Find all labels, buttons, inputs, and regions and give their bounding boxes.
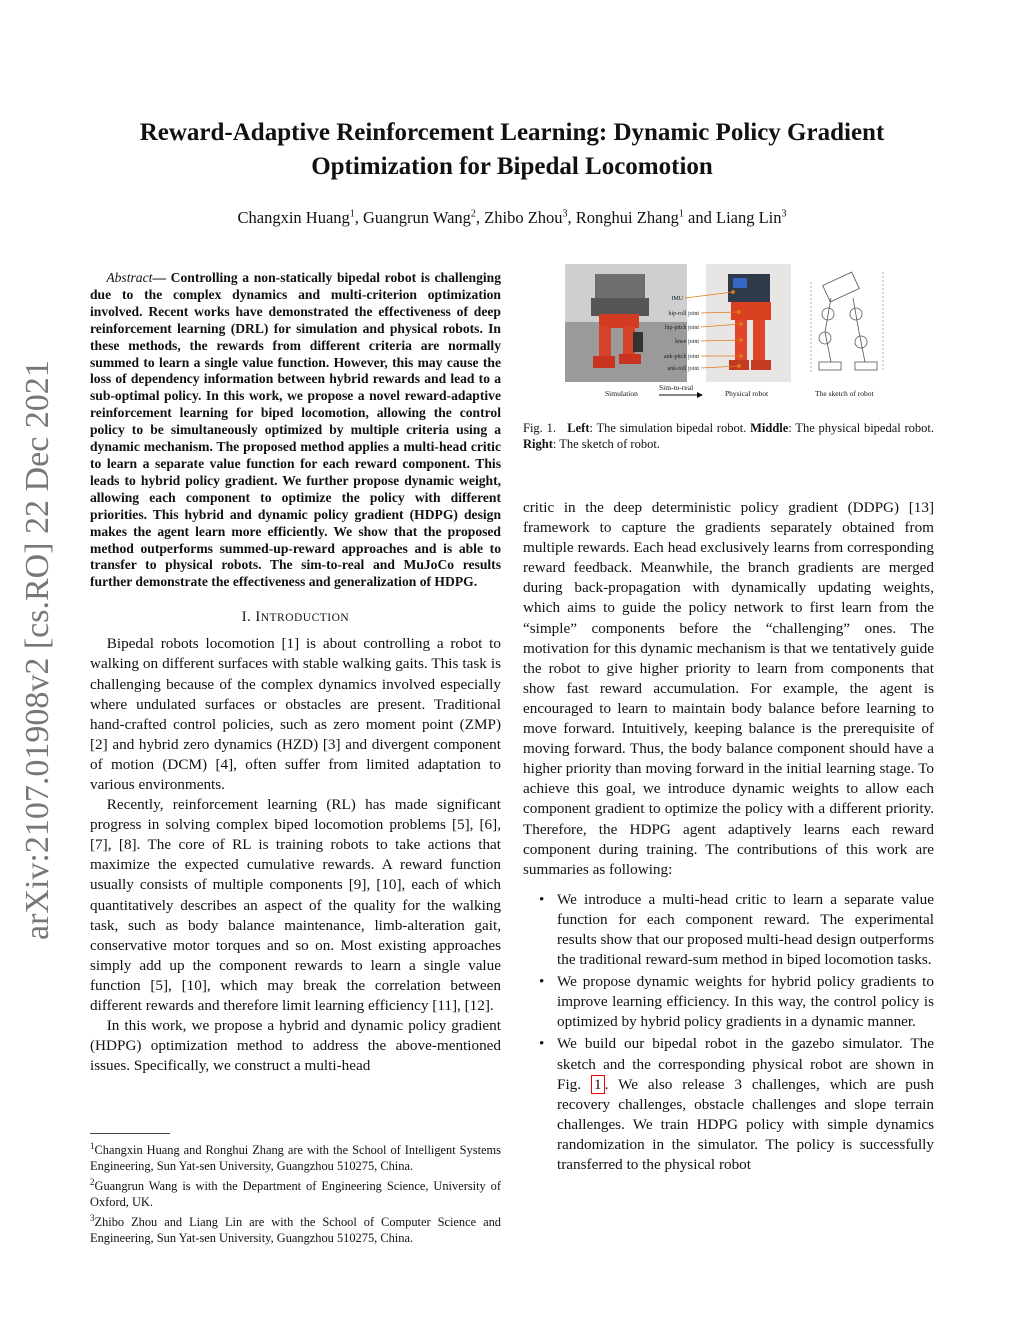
author: Guangrun Wang$^2$, — [363, 208, 485, 227]
author: Liang Lin$^3$ — [715, 208, 787, 227]
sim-to-real-arrow — [659, 392, 703, 398]
joint-label: knee joint — [675, 339, 699, 345]
title-line-1: Reward-Adaptive Reinforcement Learning: Dynamic Policy Gradient — [139, 119, 885, 146]
intro-paragraph: Bipedal robots locomotion [1] is about controlling a robot to walking on different surfaces with stable walking gaits. This task is challenging because of the complex dynamics involved especially where undulated surfaces or obstacles are present. Traditional hand-crafted control policies, such as zero moment point (ZMP) [2] and hybrid zero dynamics (HZD) [3] and divergent component of motion (DCM) [4], often suffer from limited adaptation to various environments. — [90, 635, 501, 793]
footnote: $^2$Guangrun Wang is with the Department of Engineering Science, University of Oxford, UK. — [90, 1177, 501, 1210]
footnote: $^3$Zhibo Zhou and Liang Lin are with the School of Computer Science and Engineering, Sun Yat-sen University, Guangzhou 510275, China. — [90, 1213, 501, 1246]
abstract-text: Controlling a non-statically bipedal robot is challenging due to the complex dynamics and multi-criterion optimization involved. Recent works have demonstrated the effectiveness of deep reinforcement learning (DRL) for simulation and physical robots. In these methods, the rewards from different criteria are normally summed to learn a single value function. However, this may cause the loss of dependency information between hybrid rewards and lead to a sub-optimal policy. In this work, we propose a novel reward-adaptive reinforcement learning for biped locomotion, allowing the control policy to be simultaneously optimized by multiple criteria using a dynamic mechanism. The proposed method applies a multi-head critic to learn a separate value function for each reward component. This leads to hybrid policy gradient. We further propose dynamic weight, allowing each component to optimize the policy with different priorities. This hybrid and dynamic policy gradient (HDPG) design makes the agent learn more efficiently. We show that the proposed method outperforms summed-up-reward approaches and is able to transfer to physical robots. The sim-to-real and MuJoCo results further demonstrate the effectiveness and generalization of HDPG. — [90, 270, 501, 590]
figure-reference-link[interactable]: 1 — [591, 1075, 605, 1094]
joint-label: hip-roll joint — [668, 311, 699, 317]
physical-robot-image — [706, 264, 791, 382]
sim-to-real-label: Sim-to-real — [659, 383, 694, 392]
robot-sketch-image — [811, 272, 883, 372]
joint-label: hip-pitch joint — [664, 325, 699, 331]
author-list — [90, 208, 934, 228]
abstract-label: Abstract — [106, 270, 153, 285]
right-column — [523, 498, 934, 1177]
intro-paragraph: In this work, we propose a hybrid and dynamic policy gradient (HDPG) optimization method to address the above-mentioned issues. Specifically, we construct a multi-head — [90, 1017, 501, 1075]
footnote-rule — [90, 1133, 170, 1134]
list-item: • We introduce a multi-head critic to learn a separate value function for each component reward. The experimental results show that our proposed multi-head design outperforms the traditional reward-sum method in biped locomotion tasks. — [539, 890, 934, 969]
figure-1-caption: Fig. 1. Left: The simulation bipedal robot. Middle: The physical bipedal robot. Right: The sketch of robot. — [523, 421, 935, 451]
author: Zhibo Zhou$^3$, — [484, 208, 576, 227]
robot-sketch-label: The sketch of robot — [815, 389, 874, 398]
body-paragraph: critic in the deep deterministic policy gradient (DDPG) [13] framework to capture the gradients separately obtained from multiple rewards. Each head exclusively learns from corresponding reward feedback. Meanwhile, the branch gradients are merged during back-propagation with dynamically updating weights, which aims to guide the policy network to first learn from the “simple” components before the “challenging” ones. The motivation for this dynamic mechanism is that we tentatively guide the robot to give higher priority to learn from components that show fast reward accumulation. For example, the agent is encouraged to learn to maintain body balance before learning to move forward. Intuitively, keeping balance is the prerequisite of moving forward. Thus, the body balance component should have a higher priority than moving forward in the initial learning stage. To achieve this goal, we introduce dynamic weights to allow each component gradient to optimize the policy with a different priority. Therefore, the HDPG agent adaptively learns each reward component during training. The contributions of this work are summaries as following: — [523, 499, 934, 878]
joint-label: ank-pitch joint — [663, 354, 699, 360]
joint-label: IMU — [671, 296, 683, 302]
arxiv-id-text: arXiv:2107.01908v2 [cs.RO] 22 Dec 2021 — [19, 360, 56, 940]
author: Changxin Huang$^1$, — [237, 208, 364, 227]
abstract: Abstract— Controlling a non-statically bipedal robot is challenging due to the complex dynamics and multi-criterion optimization involved. Recent works have demonstrated the effectiveness of deep reinforcement learning (DRL) for simulation and physical robots. In these methods, the rewards from different criteria are normally summed to learn a single value function. However, this may cause the loss of dependency information between hybrid rewards and lead to a sub-optimal policy. In this work, we propose a novel reward-adaptive reinforcement learning for biped locomotion, allowing the control policy to be simultaneously optimized by multiple criteria using a dynamic mechanism. The proposed method applies a multi-head critic to learn a separate value function for each reward component. This leads to hybrid policy gradient. We further propose dynamic weight, allowing each component to optimize the policy with different priorities. This hybrid and dynamic policy gradient (HDPG) design makes the agent learn more efficiently. We show that the proposed method outperforms summed-up-reward approaches and is able to transfer to physical robots. The sim-to-real and MuJoCo results further demonstrate the effectiveness and generalization of HDPG. — [90, 270, 501, 590]
figure-1 — [563, 262, 895, 407]
footnote: $^1$Changxin Huang and Ronghui Zhang are with the School of Intelligent Systems Engineering, Sun Yat-sen University, Guangzhou 510275, China. — [90, 1141, 501, 1174]
author: Ronghui Zhang$^1$ and — [575, 208, 716, 227]
footnotes — [90, 1133, 501, 1246]
paper-title — [90, 116, 934, 184]
title-line-2: Optimization for Bipedal Locomotion — [311, 153, 713, 180]
section-heading-introduction: I. INTRODUCTION — [241, 609, 350, 626]
list-item: • We propose dynamic weights for hybrid policy gradients to improve learning efficiency. In this way, the control policy is optimized by hybrid policy gradients in a dynamic manner. — [539, 973, 934, 1031]
simulation-label: Simulation — [605, 389, 638, 398]
arxiv-identifier — [8, 350, 58, 950]
simulation-robot-image — [565, 264, 687, 382]
joint-label: ank-roll joint — [667, 366, 699, 372]
physical-robot-label: Physical robot — [725, 389, 769, 398]
contributions-list — [523, 890, 934, 1175]
left-column — [90, 270, 501, 1076]
list-item: • We build our bipedal robot in the gazebo simulator. The sketch and the corresponding physical robot are shown in Fig. 1 . We also release 3 challenges, which are push recovery challenges, obstacle challenges and slope terrain challenges. We train HDPG policy with simple dynamics randomization in the simulator. The policy is successfully transferred to the physical robot — [539, 1035, 934, 1173]
intro-paragraph: Recently, reinforcement learning (RL) has made significant progress in solving complex biped locomotion problems [5], [6], [7], [8]. The core of RL is training robots to take actions that maximize the expected cumulative rewards. A reward function usually consists of multiple components [9], [10], each of which quantitatively describes an aspect of the quality for the walking task, such as body balance maintenance, limb-alteration gait, conservative motor torques and so on. Most existing approaches simply add up the component rewards to learn a single value function [5], [10], which may break the correlation between different rewards and therefore limit learning efficiency [11], [12]. — [90, 796, 501, 1014]
